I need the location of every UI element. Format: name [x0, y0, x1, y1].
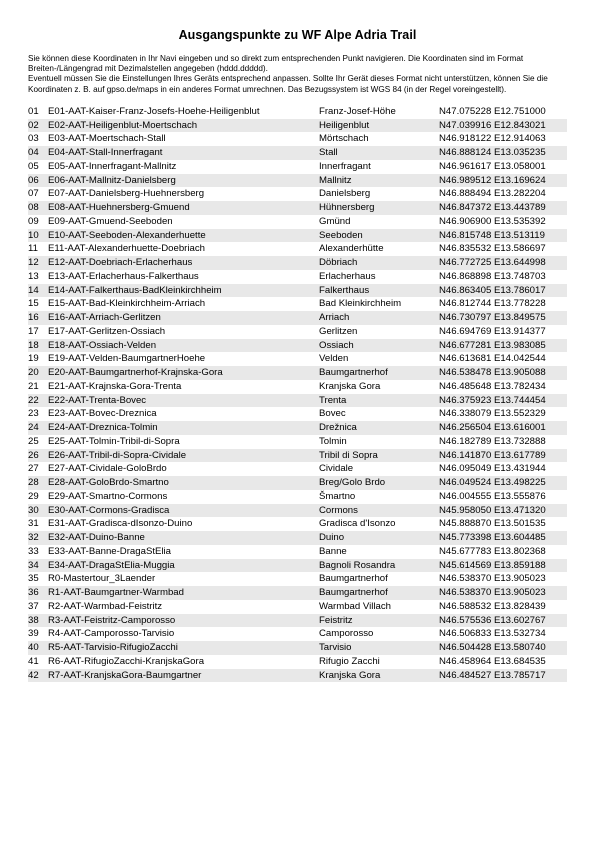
route-id: E13-AAT-Erlacherhaus-Falkerthaus	[48, 270, 199, 282]
route-id: E31-AAT-Gradisca-dIsonzo-Duino	[48, 518, 193, 530]
coordinates: N46.588532 E13.828439	[439, 600, 546, 612]
route-id: E19-AAT-Velden-BaumgartnerHoehe	[48, 353, 206, 365]
coordinates: N45.888870 E13.501535	[439, 518, 546, 530]
row-number: 35	[28, 573, 39, 585]
start-location: Gerlitzen	[319, 325, 358, 337]
row-number: 38	[28, 614, 48, 628]
row-number: 06	[28, 174, 48, 188]
table-row	[28, 229, 567, 243]
coordinates: N46.888494 E13.282204	[439, 188, 546, 200]
route-id: E23-AAT-Bovec-Dreznica	[48, 408, 157, 420]
table-row	[28, 655, 567, 669]
table-row	[28, 449, 567, 463]
route-id: E15-AAT-Bad-Kleinkirchheim-Arriach	[48, 298, 206, 310]
intro-text	[28, 54, 567, 95]
coordinates-table	[28, 105, 567, 683]
coordinates: N46.538370 E13.905023	[439, 586, 567, 600]
start-location: Baumgartnerhof	[319, 573, 388, 585]
table-row	[28, 242, 567, 256]
route-id: E02-AAT-Heiligenblut-Moertschach	[48, 119, 319, 133]
coordinates: N46.504428 E13.580740	[439, 641, 567, 655]
table-row	[28, 352, 567, 366]
coordinates: N46.049524 E13.498225	[439, 476, 567, 490]
route-id: R2-AAT-Warmbad-Feistritz	[48, 600, 163, 612]
table-row	[28, 201, 567, 215]
route-id: R6-AAT-RifugioZacchi-KranjskaGora	[48, 655, 205, 667]
start-location: Tribil di Sopra	[319, 449, 439, 463]
coordinates: N46.256504 E13.616001	[439, 421, 567, 435]
start-location: Cormons	[319, 504, 439, 518]
table-row	[28, 270, 567, 284]
coordinates: N46.506833 E13.532734	[439, 628, 546, 640]
start-location: Alexanderhütte	[319, 243, 384, 255]
table-row	[28, 627, 567, 641]
coordinates-table-body	[28, 105, 567, 683]
start-location: Kranjska Gora	[319, 669, 439, 683]
coordinates: N46.989512 E13.169624	[439, 174, 567, 188]
table-row	[28, 380, 567, 394]
row-number: 20	[28, 366, 48, 380]
start-location: Trenta	[319, 394, 439, 408]
table-row	[28, 146, 567, 160]
start-location: Baumgartnerhof	[319, 586, 439, 600]
start-location: Franz-Josef-Höhe	[319, 105, 396, 117]
route-id: R5-AAT-Tarvisio-RifugioZacchi	[48, 641, 319, 655]
table-row	[28, 215, 567, 229]
table-row	[28, 545, 567, 559]
row-number: 21	[28, 380, 39, 392]
table-row	[28, 600, 567, 614]
table-row	[28, 421, 567, 435]
row-number: 04	[28, 146, 48, 160]
row-number: 10	[28, 229, 48, 243]
start-location: Gmünd	[319, 215, 351, 227]
row-number: 23	[28, 408, 39, 420]
start-location: Heiligenblut	[319, 119, 439, 133]
coordinates: N45.773398 E13.604485	[439, 531, 567, 545]
table-row	[28, 325, 567, 339]
row-number: 02	[28, 119, 48, 133]
table-row	[28, 284, 567, 298]
table-row	[28, 119, 567, 133]
start-location: Warmbad Villach	[319, 600, 391, 612]
table-row	[28, 504, 567, 518]
row-number: 29	[28, 490, 39, 502]
coordinates: N46.835532 E13.586697	[439, 243, 546, 255]
row-number: 22	[28, 394, 48, 408]
coordinates: N47.075228 E12.751000	[439, 105, 546, 117]
route-id: E17-AAT-Gerlitzen-Ossiach	[48, 325, 166, 337]
route-id: E05-AAT-Innerfragant-Mallnitz	[48, 160, 177, 172]
coordinates: N46.730797 E13.849575	[439, 311, 567, 325]
row-number: 41	[28, 655, 39, 667]
route-id: E21-AAT-Krajnska-Gora-Trenta	[48, 380, 182, 392]
route-id: E33-AAT-Banne-DragaStElia	[48, 545, 172, 557]
table-row	[28, 490, 567, 504]
route-id: E10-AAT-Seeboden-Alexanderhuette	[48, 229, 319, 243]
route-id: E18-AAT-Ossiach-Velden	[48, 339, 319, 353]
start-location: Feistritz	[319, 614, 439, 628]
start-location: Kranjska Gora	[319, 380, 381, 392]
coordinates: N47.039916 E12.843021	[439, 119, 567, 133]
route-id: R0-Mastertour_3Laender	[48, 573, 156, 585]
coordinates: N46.538478 E13.905088	[439, 366, 567, 380]
coordinates: N46.694769 E13.914377	[439, 325, 546, 337]
row-number: 13	[28, 270, 39, 282]
start-location: Baumgartnerhof	[319, 366, 439, 380]
start-location: Camporosso	[319, 628, 374, 640]
coordinates: N46.677281 E13.983085	[439, 339, 567, 353]
start-location: Mörtschach	[319, 133, 369, 145]
start-location: Rifugio Zacchi	[319, 655, 380, 667]
start-location: Breg/Golo Brdo	[319, 476, 439, 490]
coordinates: N46.613681 E14.042544	[439, 353, 546, 365]
table-row	[28, 160, 567, 174]
coordinates: N46.004555 E13.555876	[439, 490, 546, 502]
row-number: 18	[28, 339, 48, 353]
start-location: Šmartno	[319, 490, 356, 502]
route-id: E06-AAT-Mallnitz-Danielsberg	[48, 174, 319, 188]
start-location: Banne	[319, 545, 347, 557]
route-id: E08-AAT-Huehnersberg-Gmuend	[48, 201, 319, 215]
start-location: Bagnoli Rosandra	[319, 559, 439, 573]
table-row	[28, 105, 567, 119]
intro-paragraph-2: Eventuell müssen Sie die Einstellungen Ihres Geräts entsprechend anpassen. Sollte Ihr Gerät dieses Format nicht unterstützen, können Sie die Koordinaten z. B. auf gpso.de/maps in ein anderes Format umrechnen. Das Bezugssystem ist WGS 84 (in der Regel voreingestellt).	[28, 74, 548, 94]
row-number: 15	[28, 298, 39, 310]
route-id: E30-AAT-Cormons-Gradisca	[48, 504, 319, 518]
table-row	[28, 256, 567, 270]
row-number: 05	[28, 160, 39, 172]
row-number: 19	[28, 353, 39, 365]
coordinates: N46.772725 E13.644998	[439, 256, 567, 270]
row-number: 11	[28, 243, 38, 255]
coordinates: N46.868898 E13.748703	[439, 270, 546, 282]
table-row	[28, 462, 567, 476]
start-location: Drežnica	[319, 421, 439, 435]
table-row	[28, 531, 567, 545]
route-id: E32-AAT-Duino-Banne	[48, 531, 319, 545]
coordinates: N45.614569 E13.859188	[439, 559, 567, 573]
table-row	[28, 311, 567, 325]
start-location: Döbriach	[319, 256, 439, 270]
row-number: 34	[28, 559, 48, 573]
table-row	[28, 435, 567, 449]
start-location: Danielsberg	[319, 188, 371, 200]
table-row	[28, 517, 567, 531]
route-id: E01-AAT-Kaiser-Franz-Josefs-Hoehe-Heiligenblut	[48, 105, 260, 117]
coordinates: N46.182789 E13.732888	[439, 435, 546, 447]
coordinates: N46.458964 E13.684535	[439, 655, 546, 667]
table-row	[28, 132, 567, 146]
page-title: Ausgangspunkte zu WF Alpe Adria Trail	[178, 28, 417, 42]
row-number: 09	[28, 215, 39, 227]
route-id: E09-AAT-Gmuend-Seeboden	[48, 215, 173, 227]
coordinates: N46.863405 E13.786017	[439, 284, 567, 298]
coordinates: N46.961617 E13.058001	[439, 160, 546, 172]
table-row	[28, 407, 567, 421]
route-id: R7-AAT-KranjskaGora-Baumgartner	[48, 669, 319, 683]
coordinates: N46.141870 E13.617789	[439, 449, 567, 463]
row-number: 32	[28, 531, 48, 545]
route-id: E24-AAT-Dreznica-Tolmin	[48, 421, 319, 435]
start-location: Bad Kleinkirchheim	[319, 298, 402, 310]
coordinates: N46.847372 E13.443789	[439, 201, 567, 215]
start-location: Gradisca d'Isonzo	[319, 518, 396, 530]
coordinates: N46.484527 E13.785717	[439, 669, 567, 683]
row-number: 40	[28, 641, 48, 655]
row-number: 37	[28, 600, 39, 612]
row-number: 28	[28, 476, 48, 490]
route-id: R3-AAT-Feistritz-Camporosso	[48, 614, 319, 628]
table-row	[28, 586, 567, 600]
route-id: E28-AAT-GoloBrdo-Smartno	[48, 476, 319, 490]
coordinates: N46.095049 E13.431944	[439, 463, 546, 475]
table-row	[28, 339, 567, 353]
start-location: Bovec	[319, 408, 346, 420]
route-id: E29-AAT-Smartno-Cormons	[48, 490, 168, 502]
row-number: 26	[28, 449, 48, 463]
row-number: 03	[28, 133, 39, 145]
route-id: E03-AAT-Moertschach-Stall	[48, 133, 166, 145]
row-number: 01	[28, 105, 39, 117]
route-id: E14-AAT-Falkerthaus-BadKleinkirchheim	[48, 284, 319, 298]
start-location: Ossiach	[319, 339, 439, 353]
start-location: Stall	[319, 146, 439, 160]
route-id: E12-AAT-Doebriach-Erlacherhaus	[48, 256, 319, 270]
start-location: Seeboden	[319, 229, 439, 243]
row-number: 12	[28, 256, 48, 270]
intro-paragraph-1: Sie können diese Koordinaten in Ihr Navi eingeben und so direkt zum entsprechenden Punkt navigieren. Die Koordinaten sind im Format Breiten-/Längengrad mit Dezimalstellen angegeben (hddd.ddddd).	[28, 54, 524, 74]
start-location: Tarvisio	[319, 641, 439, 655]
row-number: 30	[28, 504, 48, 518]
coordinates: N45.677783 E13.802368	[439, 545, 546, 557]
route-id: E04-AAT-Stall-Innerfragant	[48, 146, 319, 160]
table-row	[28, 366, 567, 380]
route-id: E25-AAT-Tolmin-Tribil-di-Sopra	[48, 435, 180, 447]
row-number: 16	[28, 311, 48, 325]
coordinates: N46.888124 E13.035235	[439, 146, 567, 160]
row-number: 25	[28, 435, 39, 447]
row-number: 08	[28, 201, 48, 215]
row-number: 17	[28, 325, 39, 337]
coordinates: N46.375923 E13.744454	[439, 394, 567, 408]
start-location: Innerfragant	[319, 160, 371, 172]
route-id: R1-AAT-Baumgartner-Warmbad	[48, 586, 319, 600]
start-location: Cividale	[319, 463, 354, 475]
row-number: 36	[28, 586, 48, 600]
coordinates: N46.918122 E12.914063	[439, 133, 546, 145]
route-id: E11-AAT-Alexanderhuette-Doebriach	[48, 243, 205, 255]
table-row	[28, 614, 567, 628]
start-location: Arriach	[319, 311, 439, 325]
route-id: E22-AAT-Trenta-Bovec	[48, 394, 319, 408]
row-number: 24	[28, 421, 48, 435]
row-number: 33	[28, 545, 39, 557]
start-location: Velden	[319, 353, 349, 365]
start-location: Hühnersberg	[319, 201, 439, 215]
table-row	[28, 641, 567, 655]
route-id: E34-AAT-DragaStElia-Muggia	[48, 559, 319, 573]
start-location: Mallnitz	[319, 174, 439, 188]
coordinates: N46.575536 E13.602767	[439, 614, 567, 628]
table-row	[28, 572, 567, 586]
route-id: E07-AAT-Danielsberg-Huehnersberg	[48, 188, 205, 200]
row-number: 27	[28, 463, 39, 475]
row-number: 31	[28, 518, 39, 530]
coordinates: N46.906900 E13.535392	[439, 215, 546, 227]
coordinates: N46.538370 E13.905023	[439, 573, 546, 585]
table-row	[28, 297, 567, 311]
coordinates: N45.958050 E13.471320	[439, 504, 567, 518]
document-page	[28, 28, 567, 682]
row-number: 42	[28, 669, 48, 683]
table-row	[28, 174, 567, 188]
start-location: Tolmin	[319, 435, 347, 447]
start-location: Duino	[319, 531, 439, 545]
route-id: E20-AAT-Baumgartnerhof-Krajnska-Gora	[48, 366, 319, 380]
start-location: Falkerthaus	[319, 284, 439, 298]
table-row	[28, 187, 567, 201]
table-row	[28, 669, 567, 683]
table-row	[28, 394, 567, 408]
route-id: E16-AAT-Arriach-Gerlitzen	[48, 311, 319, 325]
coordinates: N46.485648 E13.782434	[439, 380, 546, 392]
table-row	[28, 559, 567, 573]
coordinates: N46.815748 E13.513119	[439, 229, 567, 243]
route-id: R4-AAT-Camporosso-Tarvisio	[48, 628, 175, 640]
start-location: Erlacherhaus	[319, 270, 376, 282]
route-id: E27-AAT-Cividale-GoloBrdo	[48, 463, 167, 475]
row-number: 39	[28, 628, 39, 640]
coordinates: N46.812744 E13.778228	[439, 298, 546, 310]
row-number: 07	[28, 188, 39, 200]
coordinates: N46.338079 E13.552329	[439, 408, 546, 420]
route-id: E26-AAT-Tribil-di-Sopra-Cividale	[48, 449, 319, 463]
table-row	[28, 476, 567, 490]
row-number: 14	[28, 284, 48, 298]
